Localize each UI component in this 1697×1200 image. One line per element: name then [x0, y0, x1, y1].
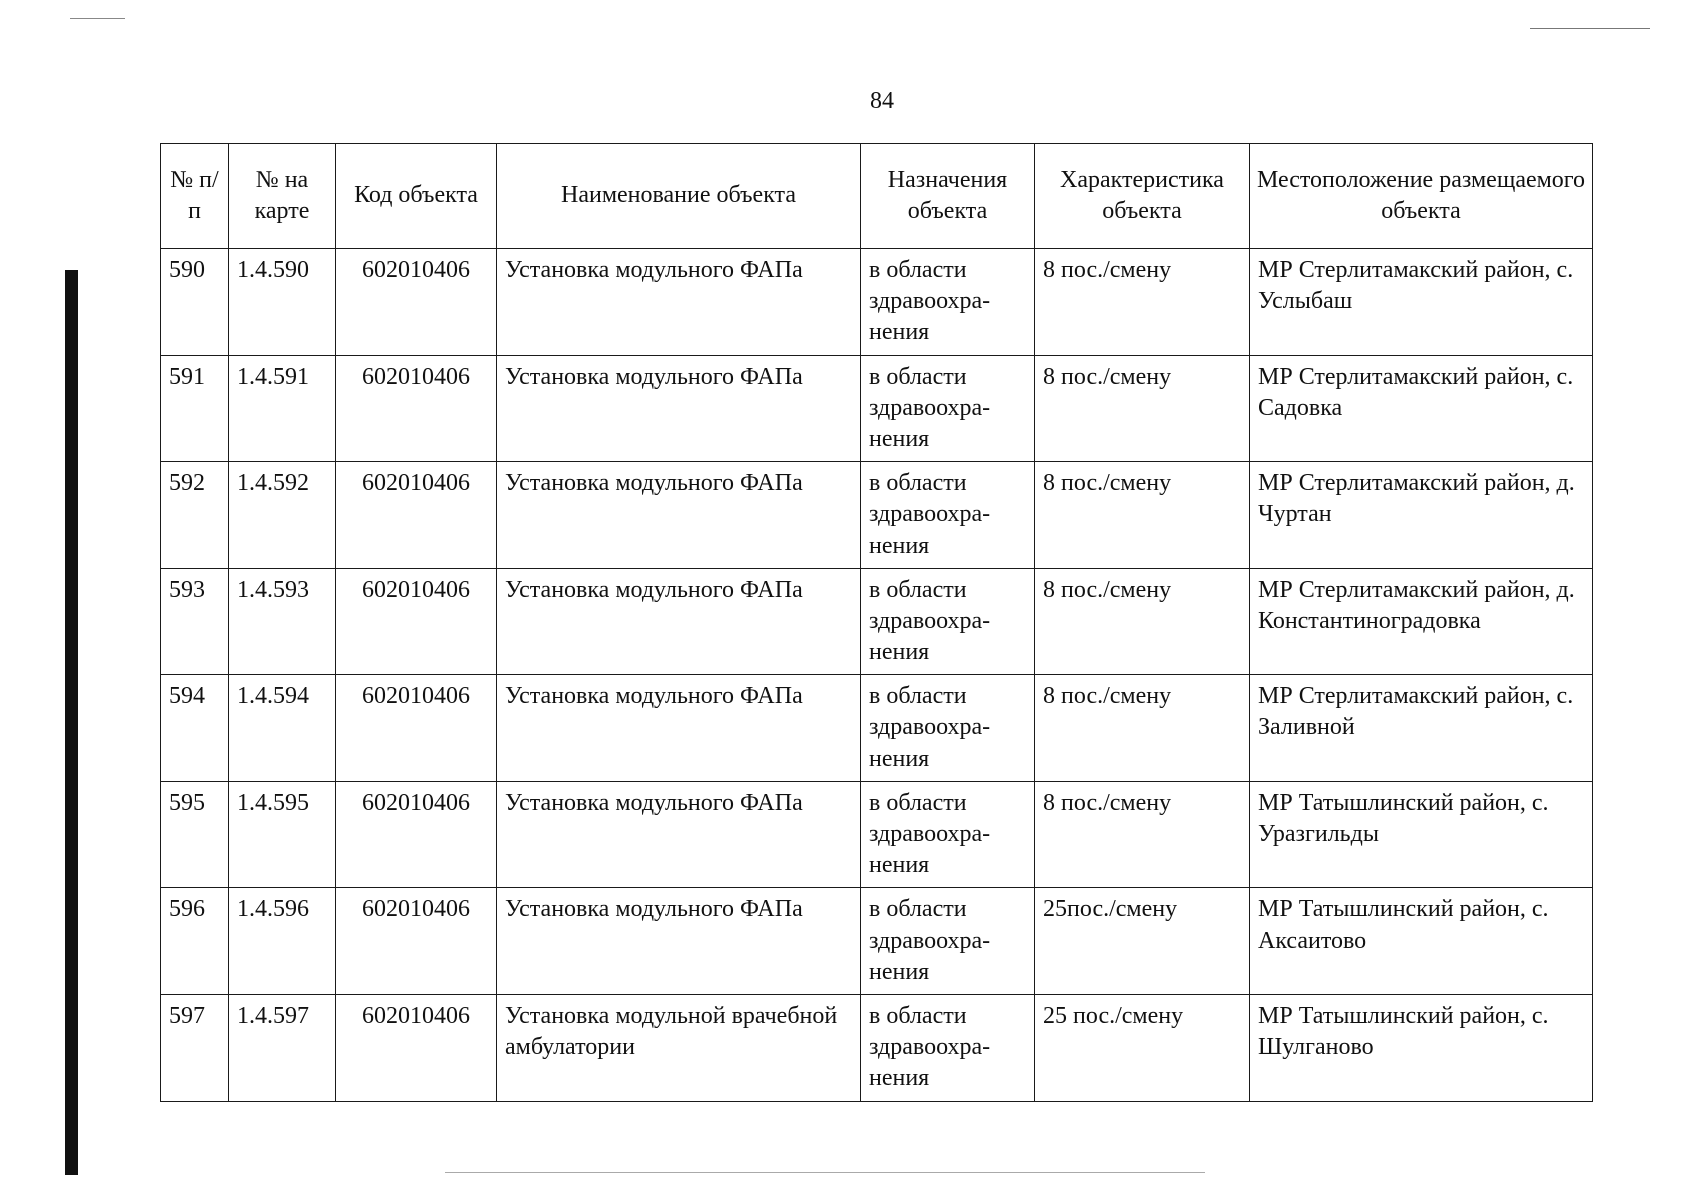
- cell-map-number: 1.4.597: [229, 994, 336, 1101]
- scan-artifact-line: [445, 1172, 1205, 1173]
- cell-row-number: 595: [161, 781, 229, 888]
- table-row: [161, 781, 1593, 888]
- cell-object-location: МР Татышлинский район, с. Аксаитово: [1250, 888, 1593, 995]
- scan-artifact-line: [1530, 28, 1650, 29]
- cell-object-location: МР Стерлитамакский район, д. Чуртан: [1250, 462, 1593, 569]
- header-object-purpose: Назначения объекта: [861, 144, 1035, 249]
- cell-row-number: 594: [161, 675, 229, 782]
- cell-object-characteristic: 8 пос./смену: [1035, 462, 1250, 569]
- cell-object-name: Установка модульного ФАПа: [497, 355, 861, 462]
- cell-object-characteristic: 25 пос./смену: [1035, 994, 1250, 1101]
- cell-object-code: 602010406: [336, 462, 497, 569]
- cell-object-name: Установка модульного ФАПа: [497, 781, 861, 888]
- cell-object-characteristic: 8 пос./смену: [1035, 355, 1250, 462]
- cell-object-code: 602010406: [336, 994, 497, 1101]
- cell-map-number: 1.4.592: [229, 462, 336, 569]
- header-map-number: № на карте: [229, 144, 336, 249]
- cell-object-location: МР Стерлитамакский район, д. Константиноградовка: [1250, 568, 1593, 675]
- cell-object-location: МР Татышлинский район, с. Шулганово: [1250, 994, 1593, 1101]
- cell-row-number: 592: [161, 462, 229, 569]
- cell-row-number: 596: [161, 888, 229, 995]
- header-object-name: Наименование объекта: [497, 144, 861, 249]
- cell-object-name: Установка модульного ФАПа: [497, 675, 861, 782]
- cell-object-purpose: в области здравоохра-нения: [861, 249, 1035, 356]
- cell-object-code: 602010406: [336, 249, 497, 356]
- cell-row-number: 597: [161, 994, 229, 1101]
- cell-object-location: МР Стерлитамакский район, с. Услыбаш: [1250, 249, 1593, 356]
- objects-table: [160, 143, 1593, 1102]
- table-row: [161, 249, 1593, 356]
- cell-object-name: Установка модульного ФАПа: [497, 462, 861, 569]
- table-row: [161, 355, 1593, 462]
- cell-object-location: МР Стерлитамакский район, с. Заливной: [1250, 675, 1593, 782]
- header-row-number: № п/п: [161, 144, 229, 249]
- table-row: [161, 888, 1593, 995]
- cell-object-purpose: в области здравоохра-нения: [861, 675, 1035, 782]
- cell-object-purpose: в области здравоохра-нения: [861, 462, 1035, 569]
- cell-object-code: 602010406: [336, 888, 497, 995]
- cell-row-number: 591: [161, 355, 229, 462]
- header-object-location: Местоположение размещаемого объекта: [1250, 144, 1593, 249]
- table-header-row: [161, 144, 1593, 249]
- header-object-code: Код объекта: [336, 144, 497, 249]
- cell-object-code: 602010406: [336, 781, 497, 888]
- cell-object-characteristic: 25пос./смену: [1035, 888, 1250, 995]
- page-number: 84: [870, 88, 894, 114]
- header-object-characteristic: Характеристика объекта: [1035, 144, 1250, 249]
- cell-map-number: 1.4.593: [229, 568, 336, 675]
- cell-object-location: МР Стерлитамакский район, с. Садовка: [1250, 355, 1593, 462]
- cell-object-characteristic: 8 пос./смену: [1035, 568, 1250, 675]
- cell-object-purpose: в области здравоохра-нения: [861, 781, 1035, 888]
- cell-object-characteristic: 8 пос./смену: [1035, 249, 1250, 356]
- cell-object-code: 602010406: [336, 355, 497, 462]
- table-row: [161, 675, 1593, 782]
- cell-object-code: 602010406: [336, 568, 497, 675]
- cell-map-number: 1.4.596: [229, 888, 336, 995]
- cell-map-number: 1.4.591: [229, 355, 336, 462]
- cell-object-name: Установка модульной врачебной амбулатории: [497, 994, 861, 1101]
- cell-object-characteristic: 8 пос./смену: [1035, 781, 1250, 888]
- cell-row-number: 590: [161, 249, 229, 356]
- cell-map-number: 1.4.594: [229, 675, 336, 782]
- cell-object-purpose: в области здравоохра-нения: [861, 568, 1035, 675]
- cell-object-name: Установка модульного ФАПа: [497, 888, 861, 995]
- cell-object-purpose: в области здравоохра-нения: [861, 888, 1035, 995]
- cell-map-number: 1.4.595: [229, 781, 336, 888]
- cell-object-name: Установка модульного ФАПа: [497, 568, 861, 675]
- scan-artifact-line: [70, 18, 125, 19]
- cell-object-name: Установка модульного ФАПа: [497, 249, 861, 356]
- cell-object-purpose: в области здравоохра-нения: [861, 355, 1035, 462]
- cell-map-number: 1.4.590: [229, 249, 336, 356]
- table-row: [161, 462, 1593, 569]
- cell-object-location: МР Татышлинский район, с. Уразгильды: [1250, 781, 1593, 888]
- cell-object-purpose: в области здравоохра-нения: [861, 994, 1035, 1101]
- table-row: [161, 994, 1593, 1101]
- table-row: [161, 568, 1593, 675]
- cell-object-code: 602010406: [336, 675, 497, 782]
- scan-edge-shadow: [65, 270, 78, 1175]
- cell-object-characteristic: 8 пос./смену: [1035, 675, 1250, 782]
- cell-row-number: 593: [161, 568, 229, 675]
